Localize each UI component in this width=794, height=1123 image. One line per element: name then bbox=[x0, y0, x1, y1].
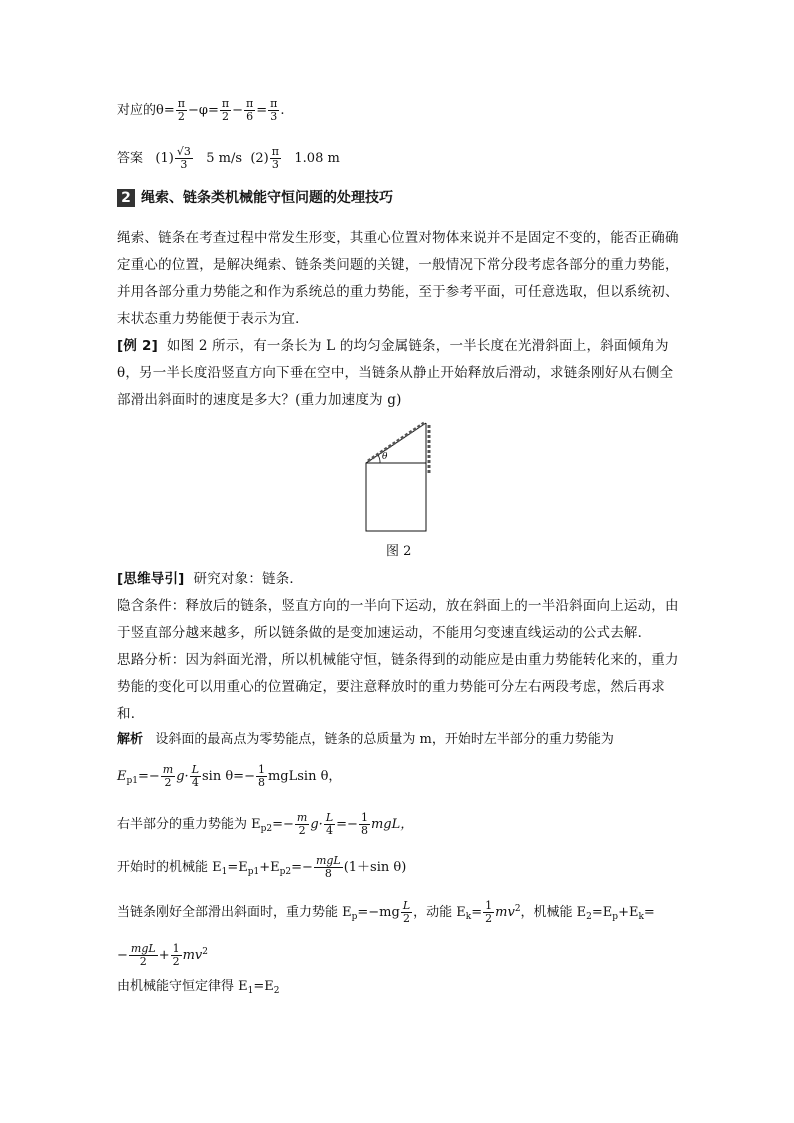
numerator: 1 bbox=[485, 899, 493, 912]
numerator: m bbox=[162, 763, 174, 776]
denominator: 3 bbox=[270, 110, 278, 123]
part-2: (2) bbox=[250, 151, 269, 166]
numerator: m bbox=[296, 811, 308, 824]
answer-line bbox=[117, 146, 340, 171]
subscript: 2 bbox=[273, 986, 280, 996]
when-prefix: 当链条刚好全部滑出斜面时，重力势能 E bbox=[117, 905, 352, 920]
mv: mv bbox=[495, 905, 515, 920]
conservation-text: 由机械能守恒定律得 E bbox=[117, 979, 248, 994]
denominator: 2 bbox=[172, 955, 180, 968]
superscript: 2 bbox=[514, 904, 521, 914]
subscript: k bbox=[638, 912, 644, 922]
fraction bbox=[270, 146, 281, 171]
answer-label: 答案 bbox=[117, 151, 144, 166]
plus-ek: +E bbox=[618, 905, 639, 920]
theta-prefix: 对应的θ= bbox=[117, 103, 175, 118]
equals-minus: =− bbox=[272, 817, 294, 832]
fraction bbox=[171, 943, 182, 968]
sin-theta: sin θ=− bbox=[202, 769, 255, 784]
angle-arc bbox=[378, 455, 380, 463]
fraction bbox=[268, 98, 279, 123]
intro-paragraph: 绳索、链条在考查过程中常发生形变，其重心位置对物体来说并不是固定不变的，能否正确确定重心的位置，是解决绳索、链条类问题的关键，一般情况下常分段考虑各部分的重力势能，并用各部分重力势能之和作为系统总的重力势能，至于参考平面，可任意选取，但以系统初、末状态重力势能便于表示为宜． bbox=[117, 230, 679, 327]
guide-object-text: 研究对象：链条． bbox=[193, 571, 304, 587]
e-symbol: E bbox=[117, 769, 127, 784]
chain-on-incline bbox=[368, 423, 424, 461]
g-dot: g· bbox=[310, 817, 323, 832]
velocity-value: 5 m/s bbox=[206, 151, 243, 166]
subscript: p2 bbox=[260, 824, 273, 834]
numerator: 1 bbox=[172, 942, 180, 955]
section-number-badge: 2 bbox=[117, 189, 135, 207]
subscript: 2 bbox=[586, 912, 592, 922]
e2-expression bbox=[117, 942, 208, 968]
fraction bbox=[256, 764, 267, 789]
e1-equation: 开始时的机械能 $E_1=E_{p1}+E_{p2}=-$ $\frac{\text{mgL}}{8}$ (1＋sin θ) bbox=[117, 854, 407, 880]
fraction bbox=[359, 812, 370, 837]
denominator: 2 bbox=[139, 955, 147, 968]
denominator: 2 bbox=[164, 776, 172, 789]
denominator: 3 bbox=[271, 158, 279, 171]
block bbox=[366, 463, 426, 531]
g-dot: g· bbox=[176, 769, 189, 784]
numerator: 1 bbox=[257, 763, 265, 776]
superscript: 2 bbox=[202, 947, 208, 957]
minus: − bbox=[117, 948, 128, 963]
numerator: π bbox=[221, 97, 230, 110]
fraction bbox=[324, 812, 335, 837]
solution-label: 解析 bbox=[117, 732, 144, 747]
figure-caption: 图 2 bbox=[386, 544, 412, 559]
numerator: π bbox=[270, 97, 278, 110]
fraction bbox=[244, 98, 255, 123]
kinetic-label: ，动能 E bbox=[413, 905, 466, 920]
start-prefix: 开始时的机械能 E bbox=[117, 860, 222, 875]
solution-intro bbox=[117, 730, 614, 750]
ep1-equation bbox=[117, 764, 341, 791]
one-plus-sin: (1＋sin θ) bbox=[343, 860, 407, 875]
theta-label: θ bbox=[382, 452, 388, 462]
numerator: mgL bbox=[130, 942, 156, 955]
subscript: p bbox=[351, 912, 358, 922]
mv: mv bbox=[182, 948, 203, 963]
fraction bbox=[483, 900, 494, 925]
example-text: 如图 2 所示，有一条长为 L 的均匀金属链条，一半长度在光滑斜面上，斜面倾角为 θ，另一半长度沿竖直方向下垂在空中，当链条从静止开始释放后滑动，求链条刚好从右侧全部滑出斜面时的速度是多大？(重力加速度为 g) bbox=[117, 338, 674, 408]
example-tag: [例 2] bbox=[117, 338, 158, 354]
denominator: 2 bbox=[485, 912, 493, 925]
fraction bbox=[220, 98, 231, 123]
equals-minus: =− bbox=[336, 817, 358, 832]
period: . bbox=[280, 103, 285, 118]
numerator: mgL bbox=[315, 854, 341, 867]
distance-value: 1.08 m bbox=[294, 151, 340, 166]
denominator: 8 bbox=[324, 867, 332, 880]
guide-analysis: 思路分析：因为斜面光滑，所以机械能守恒，链条得到的动能应是由重力势能转化来的，重力势能的变化可以用重心的位置确定，要注意释放时的重力势能可分左右两段考虑，然后再求和． bbox=[117, 652, 679, 722]
subscript: 1 bbox=[221, 867, 228, 877]
theta-equation: 对应的θ= $\frac{\pi}{2}$ −φ= $\frac{\pi}{2}$ − $\frac{\pi}{6}$ = $\frac{\pi}{3}$ . bbox=[117, 97, 285, 123]
equals-minus: =− bbox=[138, 769, 160, 784]
minus-phi: −φ= bbox=[187, 103, 219, 118]
denominator: 2 bbox=[298, 824, 306, 837]
numerator: L bbox=[325, 811, 334, 824]
fraction bbox=[314, 855, 343, 880]
denominator: 4 bbox=[325, 824, 333, 837]
mgl-sin: mgLsin θ， bbox=[267, 769, 342, 784]
numerator: π bbox=[271, 145, 279, 158]
mgl-end: mgL， bbox=[370, 817, 414, 832]
guide-object bbox=[117, 566, 685, 593]
subscript: p1 bbox=[247, 867, 260, 877]
denominator: 3 bbox=[180, 158, 188, 171]
equals-minus: =− bbox=[291, 860, 313, 875]
example-paragraph bbox=[117, 333, 685, 414]
guide-hidden: 隐含条件：释放后的链条，竖直方向的一半向下运动，放在斜面上的一半沿斜面向上运动，由于竖直部分越来越多，所以链条做的是变加速运动，不能用匀变速直线运动的公式去解． bbox=[117, 598, 679, 641]
fraction bbox=[175, 146, 193, 171]
eq-minus-mg: =−mg bbox=[357, 905, 400, 920]
subscript: k bbox=[465, 912, 472, 922]
plus-ep: +E bbox=[259, 860, 280, 875]
denominator: 6 bbox=[246, 110, 254, 123]
denominator: 4 bbox=[191, 776, 199, 789]
incline-line bbox=[366, 423, 426, 463]
subscript: p2 bbox=[279, 867, 292, 877]
incline-chain-figure bbox=[360, 415, 440, 533]
plus: + bbox=[158, 948, 170, 963]
eq-e2: =E bbox=[253, 979, 274, 994]
numerator: L bbox=[402, 899, 411, 912]
right-prefix: 右半部分的重力势能为 E bbox=[117, 817, 261, 832]
numerator: π bbox=[246, 97, 254, 110]
fraction bbox=[401, 900, 412, 925]
fraction bbox=[161, 764, 175, 789]
ep2-equation bbox=[117, 812, 413, 839]
fraction bbox=[176, 98, 187, 123]
numerator: L bbox=[191, 763, 200, 776]
eq-ep: =E bbox=[591, 905, 613, 920]
denominator: 8 bbox=[257, 776, 265, 789]
fraction bbox=[190, 764, 201, 789]
fraction bbox=[129, 943, 158, 968]
solution-intro-text: 设斜面的最高点为零势能点，链条的总质量为 m，开始时左半部分的重力势能为 bbox=[155, 732, 614, 747]
subscript: p1 bbox=[126, 776, 138, 786]
denominator: 2 bbox=[177, 110, 185, 123]
denominator: 2 bbox=[402, 912, 410, 925]
numerator: π bbox=[177, 97, 185, 110]
numerator: √3 bbox=[176, 145, 191, 158]
subscript: 1 bbox=[247, 986, 254, 996]
denominator: 2 bbox=[221, 110, 229, 123]
denominator: 8 bbox=[360, 824, 368, 837]
mech-label: ，机械能 E bbox=[520, 905, 587, 920]
subscript: p bbox=[612, 912, 619, 922]
equals: = bbox=[471, 905, 483, 920]
conservation-line bbox=[117, 977, 279, 1001]
numerator: 1 bbox=[360, 811, 368, 824]
guide-tag: [思维导引] bbox=[117, 571, 185, 587]
section-heading bbox=[117, 188, 393, 208]
final-state-line: 当链条刚好全部滑出斜面时，重力势能 $E_p=-mg$ $\frac{L}{2}$ ，动能 $E_k=$ $\frac{1}{2}$ $mv^2$，机械能 $E_2=E_p+E_k=$ bbox=[117, 899, 655, 925]
section-title: 绳索、链条类机械能守恒问题的处理技巧 bbox=[141, 190, 393, 206]
part-1: (1) bbox=[155, 151, 174, 166]
fraction bbox=[295, 812, 309, 837]
